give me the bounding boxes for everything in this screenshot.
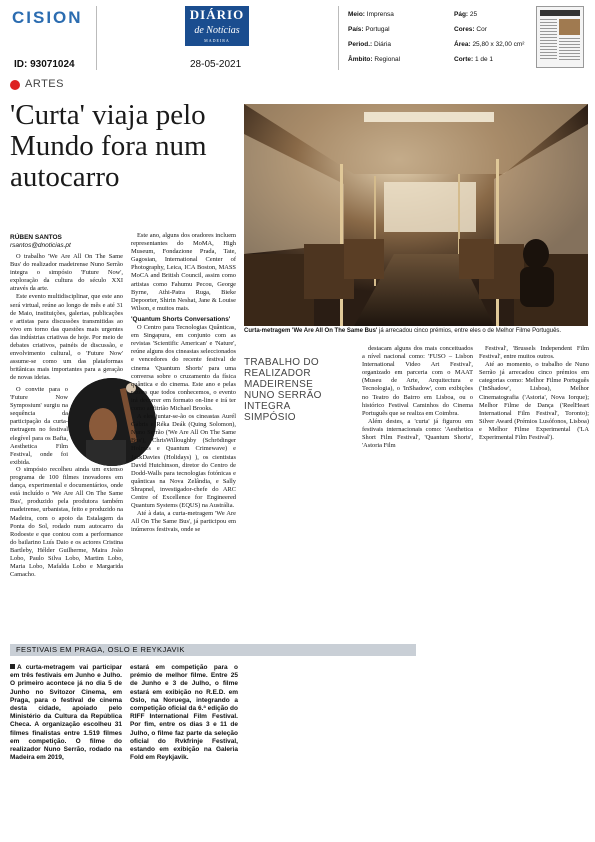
bullet-square-icon [10, 664, 15, 669]
article-column-1-wrap [10, 386, 68, 467]
logo-line1: DIÁRIO [189, 7, 245, 22]
clipping-id [14, 59, 75, 70]
divider [338, 6, 339, 70]
article-column-4 [479, 345, 589, 442]
photo-caption [244, 327, 588, 335]
paragraph: destacam alguns dos mais conceituados a nível nacional como: 'FUSO – Lisbon International Video Art Festival', organizado em parceria com o MAAT (Museu de Arte, Arquitectura e Tecnologia), o 'InShadow', com exibições no Teatro do Bairro em Lisboa, ou o histórico Festival Caminhos do Cinema Português que se realiza em Coimbra. [362, 345, 473, 417]
section-dot-icon [10, 80, 20, 90]
cision-logo: CISION [12, 8, 83, 27]
meta-label: País: [348, 26, 364, 33]
meta-label: Corte: [454, 56, 474, 63]
paragraph: Além destes, a 'curta' já figurou em festivais internacionais como: 'Aesthetica Short Film Festival', 'Quantum Shorts', 'Astoria Film [362, 417, 473, 450]
article-column-2 [131, 232, 236, 534]
sidebar-box-col-1 [10, 664, 122, 762]
sidebar-box-title: FESTIVAIS EM PRAGA, OSLO E REYKJAVIK [10, 644, 416, 656]
publication-logo [185, 6, 249, 46]
author-name: RÚBEN SANTOS [10, 234, 62, 241]
paragraph: Até à data, a curta-metragem 'We Are All On The Same Bus', já participou em inúmeros festivais, onde se [131, 510, 236, 534]
meta-value: 25,80 x 32,00 cm² [472, 41, 525, 48]
paragraph: A eles juntar-se-ão os cineastas Aurél Gábris e Réka Deák (Quing Solomon), Nuno Serrão ('We Are All On The Same Bus'), ChrisWilloughby (Schrödinger Holmes e Quantum Crimewave) e JackDavies (Holidays) ), os cientistas David Hutchinson, diretor do Centro de Dodd-Walls para tecnologias fotónicas e quânticas na Nova Zelândia, e Sally Shrapnel, investigador-chefe do ARC Centre of Excellence for Engineered Quantum Systems (EQUS) na Austrália. [131, 413, 236, 510]
paragraph: O Centro para Tecnologias Quânticas, em Singapura, em conjunto com as revistas 'Scientific American' e 'Nature', reúne alguns dos cineastas seleccionados e vencedores do recente festival de cinema 'Quantum Shorts' para uma conversa sobre o cruzamento da física quântica e do cinema. Este ano e pelas razões que todos conhecemos, o evento irá decorrer em formato on-line e irá ter como anfitrião Michael Brooks. [131, 324, 236, 412]
logo-line2: de Notícias [194, 25, 240, 36]
caption-title: Curta-metragem 'We Are All On The Same Bus' [244, 328, 378, 334]
publication-date: 28-05-2021 [190, 59, 242, 70]
meta-label: Meio: [348, 11, 365, 18]
meta-label: Âmbito: [348, 56, 373, 63]
article-column-3 [362, 345, 473, 450]
headline: 'Curta' viaja pelo Mundo fora num autocarro [10, 99, 207, 193]
meta-label: Pág: [454, 11, 469, 18]
bus-interior-photo [244, 104, 588, 326]
logo-line3: MADEIRA [204, 38, 230, 43]
byline [10, 234, 71, 250]
page-thumbnail[interactable] [536, 6, 584, 68]
box-text: A curta-metragem vai participar em três festivais em Junho e Julho. O primeiro acontece já no dia 5 de Junho no Svitozor Cinema, em Praga, para o festival de cinema desta cidade, apoiado pelo Ministério da Cultura da República Checa. A organização escolheu 31 filmes finalistas entre 1.519 filmes em competição. O filme do realizador Nuno Serrão, rodado na Madeira em 2019, [10, 664, 122, 762]
meta-value: Portugal [365, 26, 390, 33]
article-column-1 [10, 253, 123, 383]
meta-block-1 [348, 10, 400, 65]
meta-label: Cores: [454, 26, 475, 33]
paragraph: Até ao momento, o trabalho de Nuno Serrão já arrecadou cinco prémios em categorias como: Melhor Filme Português ('InShadow', Lisboa), Melhor Cinematografia ('Astoria', Nova Iorque); Melhor Filme de Dança ('ReelHeart International Film Festival', Toronto); Silver Award (Prémios Lusófonos, Lisboa) e Melhor Filme Experimental ('LA Experimental Film Festival'). [479, 361, 589, 442]
meta-value: 1 de 1 [474, 56, 494, 63]
paragraph: O convite para o 'Future Now Symposium' surgiu na sequência da participação da curta-metragem no festival elegível para os Bafta, Aesthetica Film Festival, onde foi exibida. [10, 386, 68, 466]
paragraph: Este ano, alguns dos oradores incluem representantes do MoMA, High Museum, Fondazione Prada, Tate, Gagosian, International Center of Photography, Leica, ICA Boston, MASS MoCA and British Council, assim como artistas como Fahumu Pecou, George Byrne, Athi-Patra Ruga, Bieke Depoorter, Shirin Neshat, Jane & Louise Wilson, e muitos mais. [131, 232, 236, 312]
meta-label: Period.: [348, 41, 373, 48]
meta-label: Área: [454, 41, 471, 48]
sidebar-box-col-2 [130, 664, 238, 762]
id-value: 93071024 [30, 59, 75, 70]
author-email[interactable]: rsantos@dnoticias.pt [10, 242, 71, 249]
article-column-1b [10, 466, 123, 579]
id-label: ID: [14, 59, 28, 70]
pull-quote: TRABALHO DO REALIZADOR MADEIRENSE NUNO SERRÃO INTEGRA SIMPÓSIO [244, 357, 322, 423]
section-label: ARTES [25, 78, 64, 90]
paragraph: O simpósio recolheu ainda um extenso programa de 100 filmes inovadores em dança, experimental e documentários, onde está incluído o 'We Are All On The Same Bus', produzido pela produtora também madeirense, urbanistas, feito e produzido na Madeira, com o apoio da Estalagem da Ponta do Sol, rodado num autocarro da Rodoeste e que contou com a performance do bailarino Luís Daio e os actores Cristina Bartleby, Hélder Guilherme, Maira João Lobo, Paulo Silva Lobo, Martim Lobo, Maria Lobo, Mafalda Lobo e Margarida Camacho. [10, 466, 123, 579]
paragraph: O trabalho 'We Are All On The Same Bus' do realizador madeirense Nuno Serrão integra o simpósio 'Future Now', exploração da cultura do século XXI através da arte. [10, 253, 123, 293]
subheading: 'Quantum Shorts Conversations' [131, 315, 231, 323]
meta-value: Diária [374, 41, 391, 48]
meta-block-2 [454, 10, 524, 65]
meta-value: Regional [374, 56, 401, 63]
paragraph: Este evento multidisciplinar, que este ano será virtual, reúne ao longo de mês e até 31 de Maio, instituições, galerias, publicações e artistas para discussões transmitidas ao vivo em torno das questões mais urgentes das indústrias criativas de hoje. Por meio de debates criativos, painéis de discussão, e envolvimento cultural, o 'Future Now' assume-se como um das plataformas britânicas mais importantes para a geração de novas ideias. [10, 293, 123, 382]
paragraph: Festival', 'Brussels Independent Film Festival', entre muitos outros. [479, 345, 589, 361]
meta-value: Imprensa [366, 11, 394, 18]
divider [96, 6, 97, 70]
meta-value: Cor [476, 26, 487, 33]
box-text: estará em competição para o prémio de melhor filme. Entre 25 de Junho e 3 de Julho, o filme estará em exibição no R.E.D. em Oslo, na Noruega, integrando a competição oficial da 6.ª edição do RIFF International Film Festival. Por fim, entre os dias 3 e 11 de Julho, o filme faz parte da seleção oficial do Rvkfrinje Festival, estando em exibição na Galeria Fold em Reykjavik. [130, 664, 238, 762]
caption-text: já arrecadou cinco prémios, entre eles o de Melhor Filme Português. [377, 328, 562, 334]
meta-value: 25 [469, 11, 478, 18]
